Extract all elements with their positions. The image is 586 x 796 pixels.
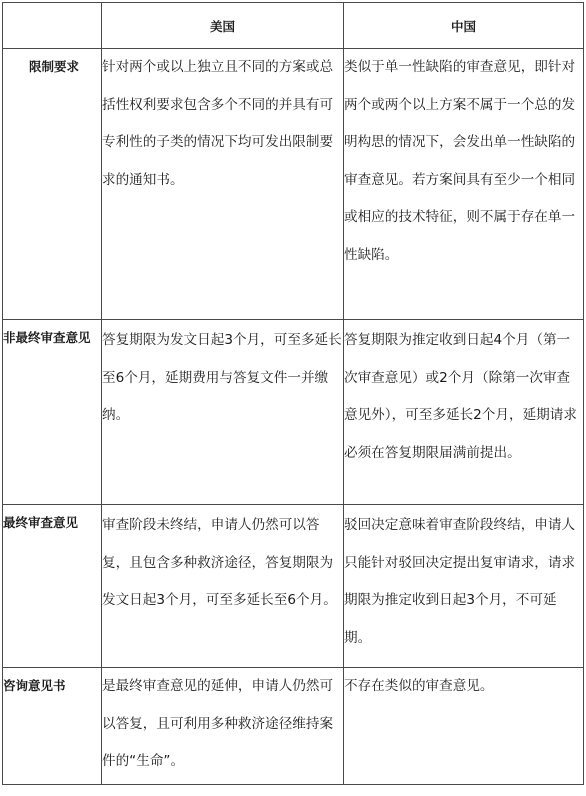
row-label: 咨询意见书 — [3, 668, 102, 785]
us-cell: 是最终审查意见的延伸，申请人仍然可以答复，且可利用多种救济途径维持案件的“生命”。 — [102, 668, 344, 785]
row-label: 非最终审查意见 — [3, 320, 102, 505]
row-label: 限制要求 — [3, 49, 102, 320]
us-cell: 审查阶段未终结，申请人仍然可以答复，且包含多种救济途径，答复期限为发文日起3个月，可至多延长至6个月。 — [102, 505, 344, 668]
table-header-row — [3, 3, 584, 49]
header-cn: 中国 — [344, 3, 584, 49]
us-cell: 答复期限为发文日起3个月，可至多延长至6个月，延期费用与答复文件一并缴纳。 — [102, 320, 344, 505]
cn-cell: 不存在类似的审查意见。 — [344, 668, 584, 785]
us-cell: 针对两个或以上独立且不同的方案或总括性权利要求包含多个不同的并具有可专利性的子类的情况下均可发出限制要求的通知书。 — [102, 49, 344, 320]
row-label: 最终审查意见 — [3, 505, 102, 668]
cn-cell: 驳回决定意味着审查阶段终结，申请人只能针对驳回决定提出复审请求，请求期限为推定收到日起3个月，不可延期。 — [344, 505, 584, 668]
table-row — [3, 668, 584, 785]
cn-cell: 类似于单一性缺陷的审查意见，即针对两个或两个以上方案不属于一个总的发明构思的情况下，会发出单一性缺陷的审查意见。若方案间具有至少一个相同或相应的技术特征，则不属于存在单一性缺陷。 — [344, 49, 584, 320]
comparison-table — [2, 2, 584, 785]
table-row — [3, 320, 584, 505]
cn-cell: 答复期限为推定收到日起4个月（第一次审查意见）或2个月（除第一次审查意见外），可至多延长2个月，延期请求必须在答复期限届满前提出。 — [344, 320, 584, 505]
header-blank-cell — [3, 3, 102, 49]
table-row — [3, 505, 584, 668]
table-row — [3, 49, 584, 320]
header-us: 美国 — [102, 3, 344, 49]
